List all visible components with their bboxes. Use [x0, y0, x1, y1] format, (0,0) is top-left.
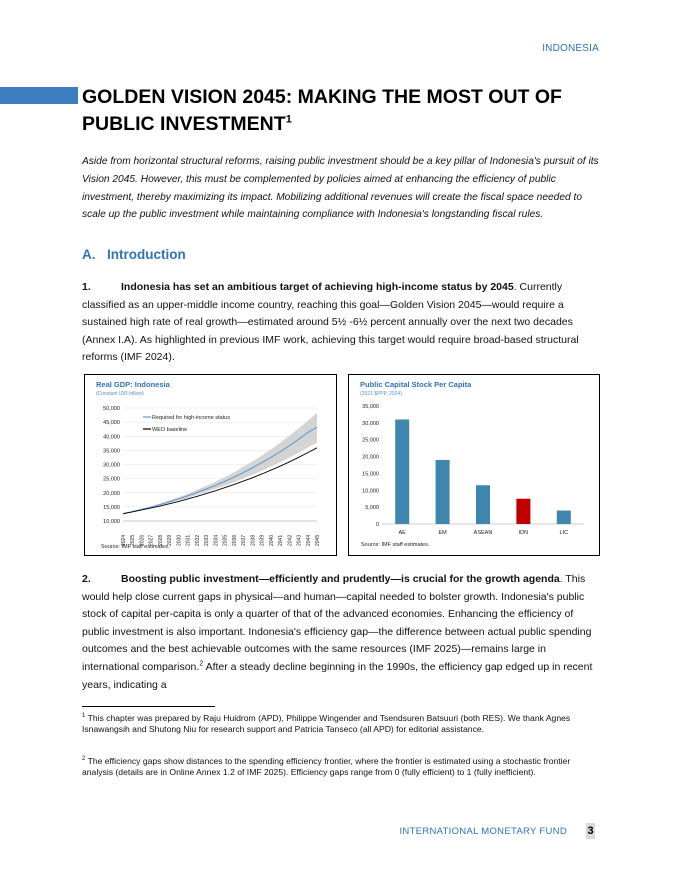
x-tick-label: 2038 — [250, 534, 257, 546]
capital-stock-plot — [349, 375, 599, 555]
chart-real-gdp — [84, 374, 337, 556]
real-gdp-plot — [85, 375, 336, 555]
x-tick-label: 2034 — [213, 534, 220, 546]
chapter-abstract: Aside from horizontal structural reforms, raising public investment should be a key pillar of Indonesia's pursuit of its Vision 2045. However, this must be complemented by policies aimed at enhancing the efficiency of public investment, thereby maximizing its impact. Mobilizing additional revenues will create the fiscal space needed to scale up the public investment while maintaining compliance with Indonesia's longstanding fiscal rules. — [82, 156, 599, 221]
y-tick-label: 10,000 — [362, 488, 379, 495]
footnote-1 — [82, 713, 602, 736]
x-tick-label: 2024 — [121, 534, 127, 546]
bar — [476, 485, 490, 524]
footer-organization: INTERNATIONAL MONETARY FUND — [399, 826, 567, 837]
chart-subtitle: (Constant IDR trillion) — [96, 391, 144, 397]
y-tick-label: 25,000 — [362, 437, 379, 444]
footnote-text: The efficiency gaps show distances to the spending efficiency frontier, where the frontier is estimated using a stochastic frontier analysis (details are in Online Annex 1.2 of IMF 2025). Efficiency gaps range from 0 (fully efficient) to 1 (fully inefficient). — [82, 756, 571, 778]
x-tick-label: 2036 — [231, 534, 238, 546]
paragraph-lead: Boosting public investment—efficiently and prudently—is crucial for the growth agenda — [121, 573, 560, 585]
y-tick-label: 35,000 — [103, 448, 120, 455]
y-tick-label: 30,000 — [103, 462, 120, 469]
paragraph-1 — [82, 279, 602, 367]
footnote-ref[interactable]: 2 — [199, 660, 204, 668]
bar — [436, 460, 450, 524]
footnote-marker: 2 — [82, 756, 86, 763]
x-tick-label: 2035 — [222, 534, 229, 546]
section-heading — [82, 247, 186, 262]
paragraph-body-continued: After a steady decline beginning in the 1990s, the efficiency gap edged up in recent years, indicating a — [82, 660, 593, 691]
chart-public-capital-stock — [348, 374, 600, 556]
y-tick-label: 35,000 — [362, 404, 379, 410]
legend-label: Required for high-income status — [152, 415, 230, 421]
y-tick-label: 50,000 — [103, 406, 120, 412]
section-title: Introduction — [107, 247, 186, 262]
paragraph-number: 2. — [82, 573, 91, 585]
x-tick-label: 2042 — [287, 534, 294, 546]
chart-subtitle: (2021 $PPP, 2024) — [360, 391, 402, 397]
x-tick-label: 2031 — [185, 534, 192, 546]
x-tick-label: 2027 — [148, 534, 155, 546]
bar — [516, 499, 530, 524]
y-tick-label: 5,000 — [365, 505, 379, 512]
y-tick-label: 15,000 — [362, 471, 379, 478]
footnote-marker: 1 — [82, 713, 86, 720]
paragraph-lead: Indonesia has set an ambitious target of achieving high-income status by 2045 — [121, 281, 514, 293]
section-number: A. — [82, 247, 96, 262]
chart-title: Real GDP: Indonesia — [96, 380, 170, 389]
bar — [557, 511, 571, 524]
footnote-text: This chapter was prepared by Raju Huidrom (APD), Philippe Wingender and Tsendsuren Batsuuri (both RES). We thank Agnes Isnawangsih and Shutong Niu for research support and Patricia Tanseco (all APD) for editorial assistance. — [82, 713, 571, 735]
y-tick-label: 30,000 — [362, 420, 379, 427]
y-tick-label: 45,000 — [103, 420, 120, 427]
running-head-country: INDONESIA — [542, 43, 599, 54]
title-accent-bar — [0, 87, 78, 104]
y-tick-label: 15,000 — [103, 504, 120, 511]
x-tick-label: 2044 — [305, 534, 312, 546]
y-tick-label: 0 — [375, 522, 379, 528]
x-tick-label: 2030 — [176, 534, 183, 546]
title-footnote-ref[interactable]: 1 — [285, 113, 292, 126]
chart-source: Source: IMF staff estimates. — [101, 544, 170, 550]
paragraph-number: 1. — [82, 281, 91, 293]
x-tick-label: 2037 — [241, 534, 248, 546]
x-tick-label: 2028 — [157, 534, 164, 546]
paragraph-body: . This would help close current gaps in physical—and human—capital needed to bolster growth. Indonesia's public stock of capital per-capita is only a quarter of that of the advanced economies. Enhancing the efficiency of public investment is also important. Indonesia's efficiency gap—the difference between actual public spending outcomes and the best achievable outcomes with the same resources (IMF 2025)—remains large in international comparison. — [82, 573, 592, 673]
y-tick-label: 20,000 — [362, 454, 379, 461]
y-tick-label: 10,000 — [103, 519, 120, 525]
legend-label: WEO baseline — [152, 427, 188, 433]
chapter-title-text: GOLDEN VISION 2045: MAKING THE MOST OUT OF PUBLIC INVESTMENT — [82, 86, 562, 135]
x-tick-label: 2026 — [139, 534, 146, 546]
footnote-divider — [82, 706, 215, 707]
chart-title: Public Capital Stock Per Capita — [360, 380, 472, 389]
paragraph-2 — [82, 571, 602, 694]
chart-source: Source: IMF staff estimates. — [361, 542, 430, 548]
x-tick-label: 2029 — [167, 534, 174, 546]
x-tick-label: IDN — [518, 530, 529, 536]
x-tick-label: 2040 — [268, 534, 275, 546]
paragraph-body: . Currently classified as an upper-middle income country, reaching this goal—Golden Vision 2045—would require a sustained high rate of real growth—estimated around 5½ -6½ percent annually over the next two decades (Annex I.A). As highlighted in previous IMF work, achieving this target would require broad-based structural reforms (IMF 2024). — [82, 281, 579, 364]
x-tick-label: 2045 — [315, 534, 321, 546]
bar — [395, 419, 409, 524]
x-tick-label: 2043 — [296, 534, 303, 546]
x-tick-label: AE — [398, 530, 406, 536]
x-tick-label: 2025 — [130, 534, 137, 546]
y-tick-label: 25,000 — [103, 476, 120, 483]
x-tick-label: LIC — [559, 530, 569, 536]
x-tick-label: ASEAN — [473, 530, 493, 536]
x-tick-label: 2041 — [278, 534, 285, 546]
y-tick-label: 40,000 — [103, 434, 120, 441]
x-tick-label: 2032 — [194, 534, 201, 546]
x-tick-label: 2039 — [259, 534, 266, 546]
y-tick-label: 20,000 — [103, 490, 120, 497]
chapter-title — [82, 84, 622, 138]
page-number: 3 — [587, 825, 594, 837]
x-tick-label: EM — [438, 530, 447, 536]
footnote-2 — [82, 756, 602, 779]
x-tick-label: 2033 — [204, 534, 211, 546]
